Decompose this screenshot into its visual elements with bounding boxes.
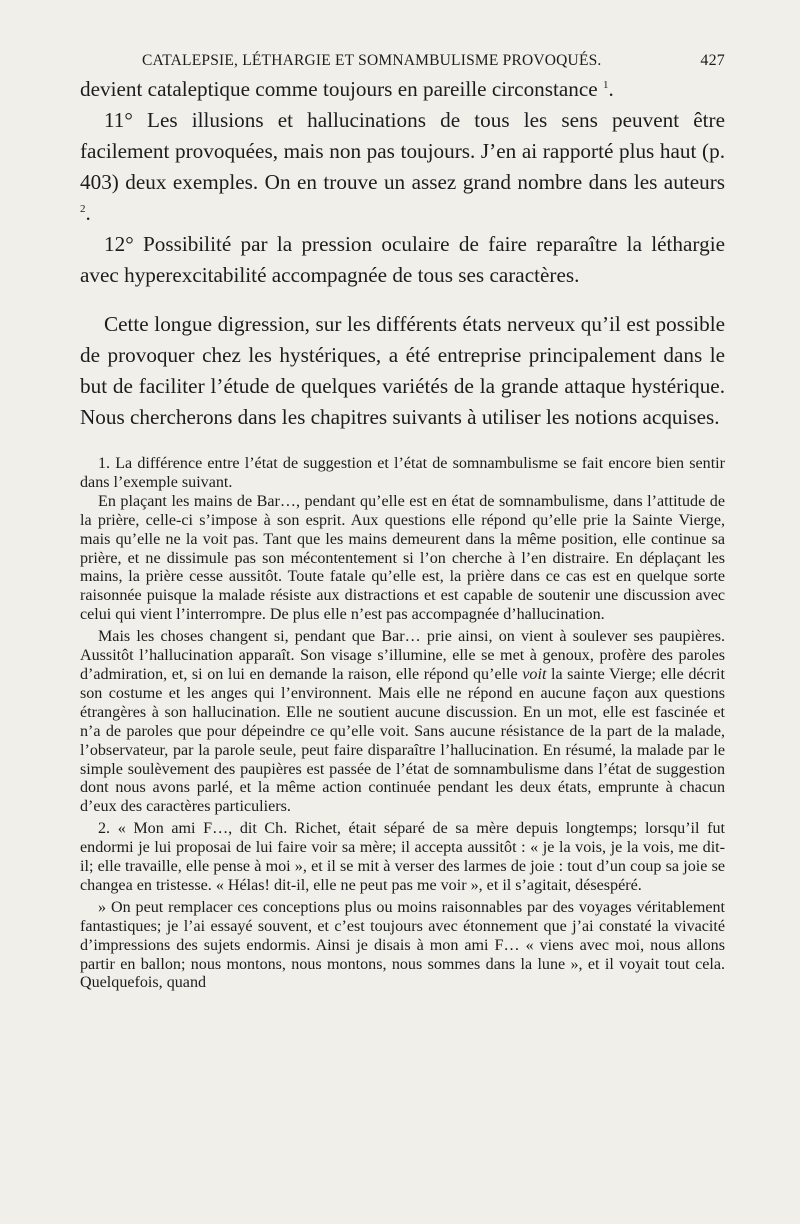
footnote-ref-1: 1 — [603, 78, 609, 91]
paragraph-item-11 — [80, 105, 725, 229]
paragraph-continuation — [80, 74, 725, 105]
footnote-separator — [80, 433, 725, 455]
footnote-1-paragraph: En plaçant les mains de Bar…, pendant qu’elle est en état de somnambulisme, dans l’attitude de la prière, celle-ci s’impose à son esprit. Aux questions elle répond qu’elle prie la Sainte Vierge, mais qu’elle ne la voit pas. Tant que les mains demeurent dans la même position, elle continue sa prière, et ne dissimule pas son mécontentement si l’on cherche à l’en distraire. En déplaçant les mains, la prière cesse aussitôt. Toute fatale qu’elle est, la prière dans ce cas est en quelque sorte raisonnée puisque la malade résiste aux distractions et est capable de soutenir une discussion avec celui qui vient l’interrompre. De plus elle n’est pas accompagnée d’hallucination. — [80, 492, 725, 624]
footnote-2: 2. « Mon ami F…, dit Ch. Richet, était séparé de sa mère depuis longtemps; lorsqu’il fut endormi je lui proposai de lui faire voir sa mère; il accepta aussitôt : « je la vois, je la vois, me dit-il; elle travaille, elle pense à moi », et il se mit à verser des larmes de joie : tout d’un coup sa joie se changea en tristesse. « Hélas! dit-il, elle ne peut pas me voir », et il s’agitait, désespéré. — [80, 820, 725, 894]
main-text — [80, 74, 725, 433]
footnote-text: la sainte Vierge; elle décrit son costume et les anges qui l’environnent. Mais elle ne répond en aucune façon aux questions étrangères à son hallucination. Elle ne soutient aucune discussion. En un mot, elle est fascinée et n’a de paroles que pour dépeindre ce qu’elle voit. Sans aucune résistance de la part de la malade, l’observateur, par la parole seule, peut faire disparaître l’hallucination. En résumé, la malade par le simple soulèvement des paupières est passée de l’état de somnambulisme dans l’état de suggestion dont nous avons parlé, et la même action continuée pendant les deux états, emprunte à chacun d’eux des caractères particuliers. — [80, 665, 725, 816]
paragraph-text: devient cataleptique comme toujours en pareille circonstance — [80, 77, 598, 101]
footnote-1: 1. La différence entre l’état de suggestion et l’état de somnambulisme se fait encore bien sentir dans l’exemple suivant. — [80, 455, 725, 491]
paragraph-end: . — [608, 77, 614, 101]
footnote-ref-2: 2 — [80, 202, 86, 215]
book-page — [80, 52, 725, 993]
running-header — [142, 52, 725, 70]
paragraph-end: . — [85, 201, 91, 225]
paragraph-text: 11° Les illusions et hallucinations de tous les sens peuvent être facilement provoquées, mais non pas toujours. J’en ai rapporté plus haut (p. 403) deux exemples. On en trouve un assez grand nombre dans les auteurs — [80, 108, 725, 194]
page-number: 427 — [700, 52, 725, 69]
footnotes — [80, 455, 725, 993]
footnote-1-paragraph — [80, 628, 725, 817]
footnote-text: Mais les choses changent si, pendant que Bar… prie ainsi, on vient à soulever ses paupières. Aussitôt l’hallucination apparaît. Son visage s’illumine, elle se met à genoux, profère des paroles d’admiration, et, si on lui en demande la raison, elle répond qu’elle — [80, 628, 725, 683]
running-title: CATALEPSIE, LÉTHARGIE ET SOMNAMBULISME PROVOQUÉS. — [142, 52, 602, 69]
paragraph-conclusion: Cette longue digression, sur les différents états nerveux qu’il est possible de provoquer chez les hystériques, a été entreprise principalement dans le but de faciliter l’étude de quelques variétés de la grande attaque hystérique. Nous chercherons dans les chapitres suivants à utiliser les notions acquises. — [80, 312, 725, 429]
footnote-2-paragraph: » On peut remplacer ces conceptions plus ou moins raisonnables par des voyages véritablement fantastiques; je l’ai essayé souvent, et c’est toujours avec étonnement que j’ai constaté la vivacité d’impressions des sujets endormis. Ainsi je disais à mon ami F… « viens avec moi, nous allons partir en ballon; nous montons, nous montons, nous sommes dans la lune », et il voyait tout cela. Quelquefois, quand — [80, 898, 725, 992]
paragraph-item-12: 12° Possibilité par la pression oculaire de faire reparaître la léthargie avec hyperexcitabilité accompagnée de tous ses caractères. — [80, 232, 725, 287]
footnote-emphasis: voit — [522, 665, 547, 683]
